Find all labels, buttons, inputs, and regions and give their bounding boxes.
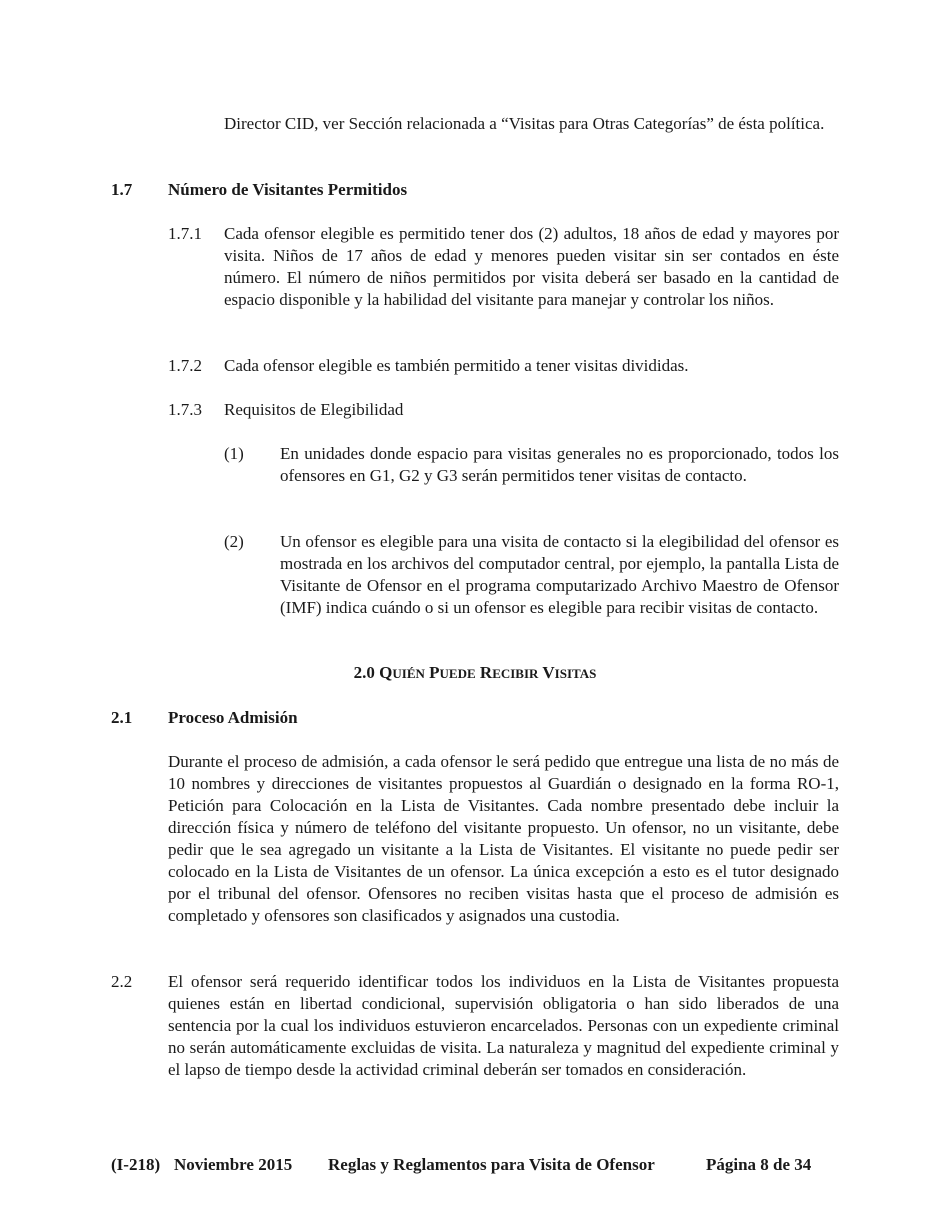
continuation-paragraph: Director CID, ver Sección relacionada a “Visitas para Otras Categorías” de ésta política.	[224, 114, 825, 133]
section-title: Proceso Admisión	[168, 708, 298, 727]
footer-title: Reglas y Reglamentos para Visita de Ofensor	[328, 1155, 655, 1174]
chapter-heading	[0, 662, 950, 685]
section-number: 2.1	[111, 708, 133, 727]
item-text: Requisitos de Elegibilidad	[224, 400, 404, 419]
subitem-text: Un ofensor es elegible para una visita de contacto si la elegibilidad del ofensor es mostrada en los archivos del computador central, por ejemplo, la pantalla Lista de Visitante de Ofensor en el programa computarizado Archivo Maestro de Ofensor (IMF) indica cuándo o si un ofensor es elegible para recibir visitas de contacto.	[280, 532, 839, 617]
item-number: 1.7.2	[168, 356, 202, 375]
subitem-text: En unidades donde espacio para visitas generales no es proporcionado, todos los ofensores en G1, G2 y G3 serán permitidos tener visitas de contacto.	[280, 444, 839, 485]
section-number: 1.7	[111, 180, 133, 199]
chapter-title-part: ISITAS	[554, 666, 597, 681]
footer-doc-id: (I-218)	[111, 1155, 161, 1174]
footer-date: Noviembre 2015	[174, 1155, 293, 1174]
item-number: 1.7.1	[168, 224, 202, 243]
item-number: 1.7.3	[168, 400, 202, 419]
chapter-title-part: P	[429, 663, 440, 682]
footer-page-number: Página 8 de 34	[706, 1155, 812, 1174]
section-body: El ofensor será requerido identificar todos los individuos en la Lista de Visitantes propuesta quienes están en libertad condicional, supervisión obligatoria o han sido liberados de una sentencia por la cual los individuos estuvieron encarcelados. Personas con un expediente criminal no serán automáticamente excluidas de visita. La naturaleza y magnitud del expediente criminal y el lapso de tiempo desde la actividad criminal deberán ser tomados en consideración.	[168, 972, 839, 1079]
subitem-number: (1)	[224, 444, 244, 463]
item-text: Cada ofensor elegible es permitido tener dos (2) adultos, 18 años de edad y mayores por visita. Niños de 17 años de edad y menores pueden visitar sin ser contados en éste número. El número de niños permitidos por visita deberá ser basado en la cantidad de espacio disponible y la habilidad del visitante para manejar y controlar los niños.	[224, 224, 839, 309]
section-body: Durante el proceso de admisión, a cada ofensor le será pedido que entregue una lista de no más de 10 nombres y direcciones de visitantes propuestos al Guardián o designado en la forma RO-1, Petición para Colocación en la Lista de Visitantes. Cada nombre presentado debe incluir la dirección física y número de teléfono del visitante propuesto. Un ofensor, no un visitante, debe pedir que le sea agregado un visitante a la Lista de Visitantes. El visitante no puede pedir ser colocado en la Lista de Visitantes de un ofensor. La única excepción a esto es el tutor designado por el tribunal del ofensor. Ofensores no reciben visitas hasta que el proceso de admisión es completado y ofensores son clasificados y asignados una custodia.	[168, 752, 839, 925]
subitem-number: (2)	[224, 532, 244, 551]
chapter-title-part: R	[479, 663, 493, 682]
section-title: Número de Visitantes Permitidos	[168, 180, 408, 199]
chapter-title-part: UIÉN	[392, 666, 425, 681]
chapter-title-part: Q	[379, 663, 393, 682]
section-number: 2.2	[111, 972, 133, 991]
chapter-title-part: V	[542, 663, 555, 682]
chapter-title-part: ECIBIR	[492, 666, 539, 681]
chapter-title-part: UEDE	[439, 666, 476, 681]
item-text: Cada ofensor elegible es también permitido a tener visitas divididas.	[224, 356, 689, 375]
chapter-number: 2.0	[353, 663, 375, 682]
